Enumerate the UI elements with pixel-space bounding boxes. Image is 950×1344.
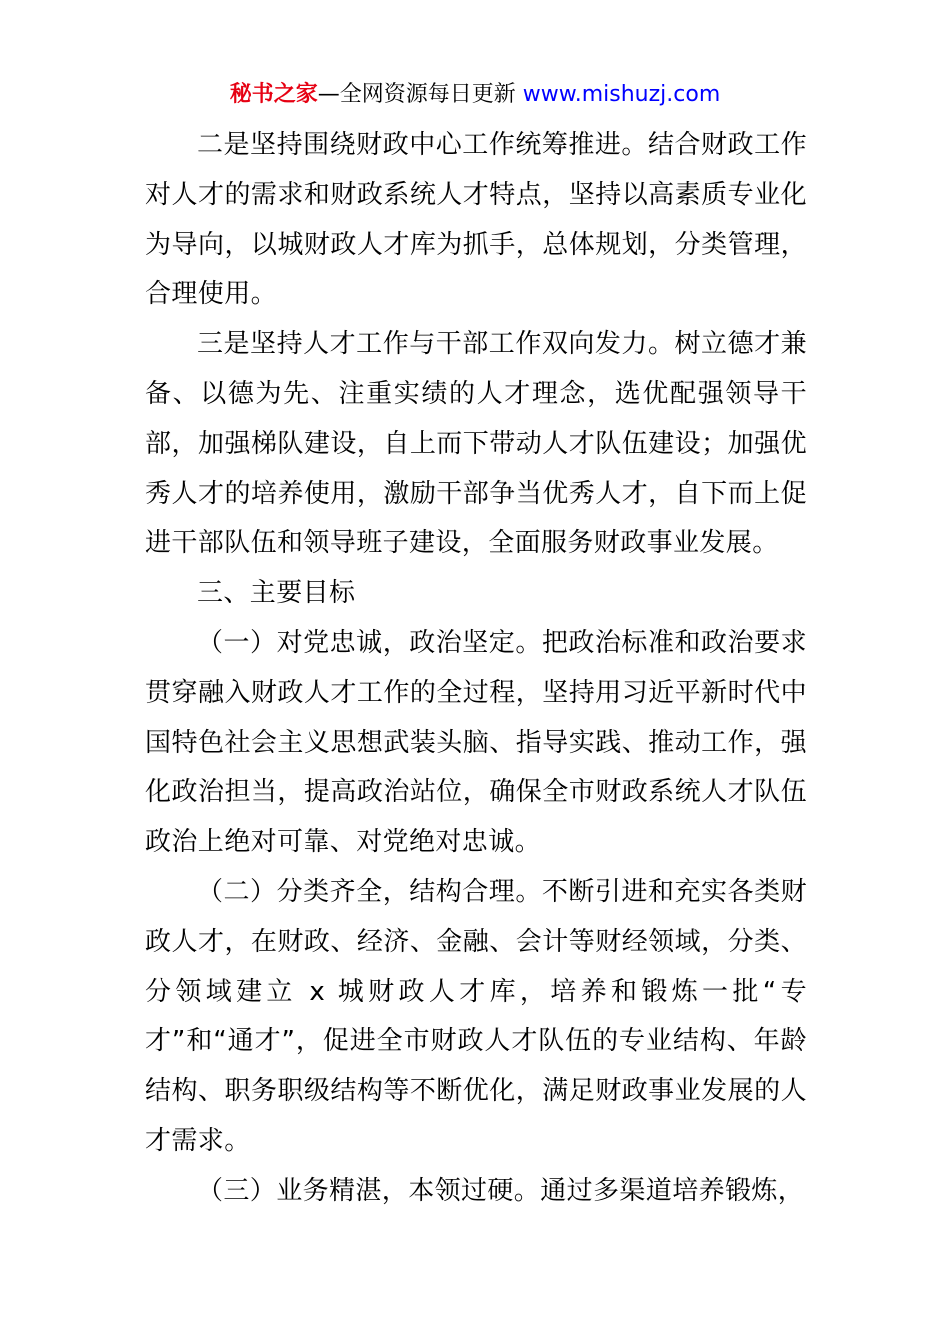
paragraph-goal-three: （三）业务精湛，本领过硬。通过多渠道培养锻炼，	[197, 1175, 805, 1206]
paragraph-goal-two: （二）分类齐全，结构合理。不断引进和充实各类财政人才，在财政、经济、金融、会计等财经领域，分类、分领域建立 x 城财政人才库，培养和锻炼一批“专才”和“通才”，促进全市财政人才队伍的专业结构、年龄结构、职务职级结构等不断优化，满足财政事业发展的人才需求。	[145, 876, 807, 1156]
brand-name: 秘书之家	[229, 82, 318, 107]
header-tagline: —全网资源每日更新	[317, 82, 523, 107]
paragraph-goal-one: （一）对党忠诚，政治坚定。把政治标准和政治要求贯穿融入财政人才工作的全过程，坚持用习近平新时代中国特色社会主义思想武装头脑、指导实践、推动工作，强化政治担当，提高政治站位，确保全市财政系统人才队伍政治上绝对可靠、对党绝对忠诚。	[145, 627, 807, 858]
document-body	[145, 121, 807, 1217]
site-header	[0, 78, 950, 112]
site-url-link[interactable]: www.mishuzj.com	[522, 82, 721, 107]
paragraph-principle-three: 三是坚持人才工作与干部工作双向发力。树立德才兼备、以德为先、注重实绩的人才理念，选优配强领导干部，加强梯队建设，自上而下带动人才队伍建设；加强优秀人才的培养使用，激励干部争当优秀人才，自下而上促进干部队伍和领导班子建设，全面服务财政事业发展。	[145, 329, 807, 559]
section-heading-main-goals: 三、主要目标	[197, 578, 356, 609]
paragraph-principle-two: 二是坚持围绕财政中心工作统筹推进。结合财政工作对人才的需求和财政系统人才特点，坚持以高素质专业化为导向，以城财政人才库为抓手，总体规划，分类管理，合理使用。	[145, 130, 807, 310]
